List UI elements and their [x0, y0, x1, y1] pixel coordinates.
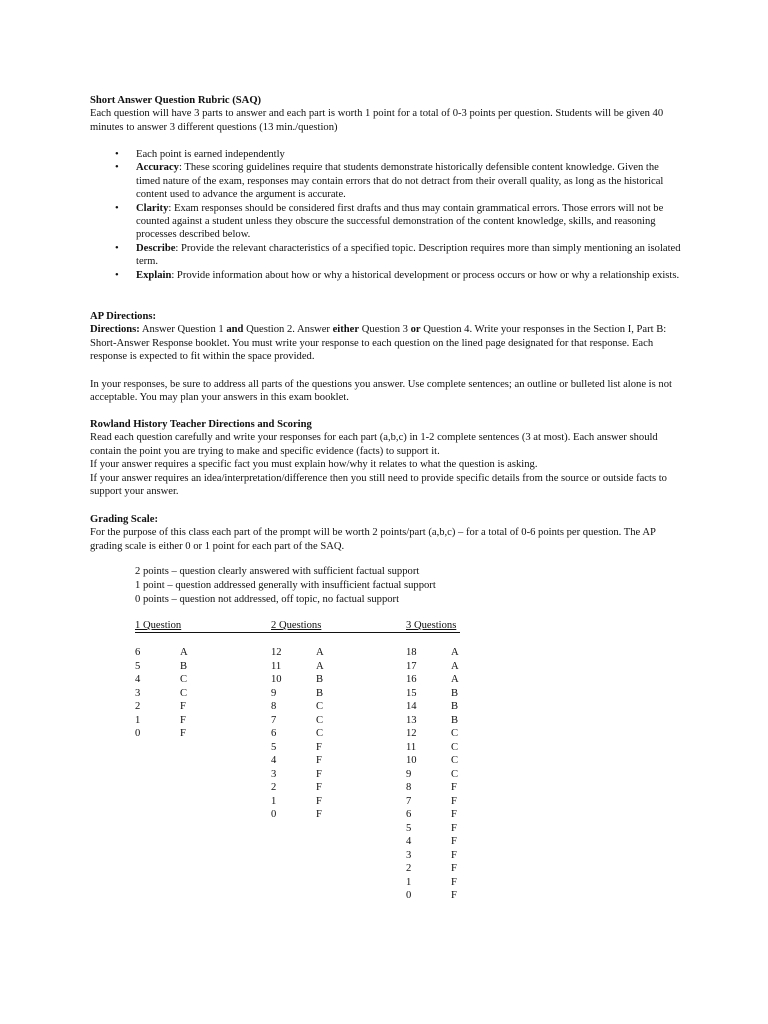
letter-grade: B — [451, 714, 459, 726]
points-value: 2 — [271, 782, 277, 793]
points-value: 0 — [406, 890, 412, 901]
letter-grade: F — [316, 755, 322, 766]
letter-grade: C — [451, 728, 459, 739]
letter-grade: C — [316, 728, 324, 739]
letter-grade: C — [451, 755, 459, 766]
bullet-item: • Explain: Provide information about how or why a historical development or process occurs or how or why a relationship exists. — [115, 269, 680, 281]
letter-grade: F — [180, 714, 186, 726]
bullet-item: • Accuracy: These scoring guidelines require that students demonstrate historically defensible content knowledge. Given the timed nature of the exam, responses may contain errors that do not detract from their overall quality, as long as the historical content used to advance the argument is accurate. — [115, 162, 664, 201]
points-value: 1 — [135, 714, 141, 726]
points-value: 13 — [406, 714, 417, 726]
column-heading-rule — [135, 632, 460, 633]
letter-grade: C — [316, 701, 324, 712]
letter-grade: F — [451, 836, 457, 847]
rowland-line-1: Read each question carefully and write your responses for each part (a,b,c) in 1-2 complete sentences (3 at most). Each answer should contain the point you are trying to make and specific evidence (facts) to support it. — [90, 432, 658, 457]
points-value: 2 — [135, 701, 141, 712]
points-value: 2 — [406, 863, 412, 874]
bullet-icon: • — [115, 149, 119, 160]
letter-grade: A — [451, 660, 459, 672]
scale-line-2-points: 2 points – question clearly answered with sufficient factual support — [135, 566, 420, 577]
points-value: 4 — [135, 674, 141, 685]
points-value: 7 — [406, 795, 412, 807]
bullet-icon: • — [115, 202, 119, 214]
letter-grade: F — [316, 809, 322, 820]
letter-grade: C — [451, 768, 459, 780]
column-heading-3-questions: 3 Questions — [406, 620, 457, 631]
bullet-icon: • — [115, 269, 119, 281]
rowland-title: Rowland History Teacher Directions and Scoring — [90, 419, 312, 430]
points-value: 4 — [271, 755, 277, 766]
letter-grade: F — [180, 728, 186, 739]
saq-bullet-list — [90, 148, 685, 282]
bullet-icon: • — [115, 162, 119, 174]
points-value: 11 — [406, 741, 417, 753]
letter-grade: F — [451, 822, 457, 834]
letter-grade: B — [316, 687, 324, 699]
letter-grade: C — [451, 741, 459, 753]
points-value: 5 — [406, 822, 412, 834]
letter-grade: F — [316, 768, 322, 780]
points-value: 4 — [406, 836, 412, 847]
grading-section — [90, 513, 685, 553]
points-value: 8 — [406, 782, 412, 793]
letter-grade: F — [316, 795, 322, 807]
points-value: 5 — [135, 660, 141, 672]
bullet-item: • Describe: Provide the relevant characteristics of a specified topic. Description requires more than simply mentioning an isolated term. — [115, 242, 681, 268]
points-value: 10 — [406, 755, 417, 766]
letter-grade: C — [180, 674, 188, 685]
points-value: 16 — [406, 674, 417, 685]
scale-line-0-points: 0 points – question not addressed, off topic, no factual support — [135, 594, 400, 605]
letter-grade: F — [451, 863, 457, 874]
letter-grade: A — [451, 647, 459, 658]
points-value: 17 — [406, 660, 417, 672]
letter-grade: B — [451, 701, 459, 712]
scale-line-1-point: 1 point – question addressed generally with insufficient factual support — [135, 580, 436, 591]
points-value: 12 — [406, 728, 417, 739]
letter-grade: F — [451, 782, 457, 793]
points-value: 6 — [406, 809, 412, 820]
bullet-item: • Each point is earned independently — [115, 149, 285, 160]
points-value: 11 — [271, 660, 282, 672]
ap-directions: Directions: Answer Question 1 and Question 2. Answer either Question 3 or Question 4. Write your responses in the Section I, Part B: Short-Answer Response booklet. You must write your response to each question on the lined page designated for that response. Each response is expected to fit within the space provided. — [90, 324, 667, 363]
letter-grade: F — [451, 809, 457, 820]
column-heading-1-question: 1 Question — [135, 620, 182, 631]
letter-grade: F — [451, 849, 457, 861]
rowland-line-2: If your answer requires a specific fact you must explain how/why it relates to what the question is asking. — [90, 459, 538, 471]
ap-paragraph-2: In your responses, be sure to address all parts of the questions you answer. Use complete sentences; an outline or bulleted list alone is not acceptable. You may plan your answers in this exam booklet. — [90, 379, 672, 404]
ap-title: AP Directions: — [90, 311, 157, 322]
letter-grade: B — [180, 660, 188, 672]
points-value: 9 — [271, 687, 277, 699]
points-value: 15 — [406, 687, 417, 699]
points-value: 8 — [271, 701, 277, 712]
letter-grade: F — [316, 741, 322, 753]
points-value: 3 — [406, 849, 412, 861]
letter-grade: F — [451, 890, 457, 901]
points-value: 0 — [271, 809, 277, 820]
points-value: 7 — [271, 714, 277, 726]
saq-section — [90, 94, 685, 134]
bullet-term: Clarity — [136, 202, 169, 214]
letter-grade: A — [451, 674, 459, 685]
letter-grade: A — [180, 647, 188, 658]
letter-grade: F — [180, 701, 186, 712]
letter-grade: F — [451, 795, 457, 807]
letter-grade: C — [180, 687, 188, 699]
grading-title: Grading Scale: — [90, 514, 158, 525]
grading-text: For the purpose of this class each part of the prompt will be worth 2 points/part (a,b,c) – for a total of 0-6 points per question. The AP grading scale is either 0 or 1 point for each part of the SAQ. — [90, 527, 656, 552]
points-value: 3 — [271, 768, 277, 780]
points-value: 6 — [271, 728, 277, 739]
bullet-term: Accuracy — [136, 162, 179, 174]
rowland-line-3: If your answer requires an idea/interpretation/difference then you still need to provide specific details from the source or outside facts to support your answer. — [90, 472, 667, 498]
saq-intro: Each question will have 3 parts to answer and each part is worth 1 point for a total of 0-3 points per question. Students will be given 40 minutes to answer 3 different questions (13 min./question) — [90, 108, 664, 133]
bullet-item: • Clarity: Exam responses should be considered first drafts and thus may contain grammatical errors. Those errors will not be counted against a student unless they obscure the successful demonstration of the content knowledge, skills, and reasoning processes described below. — [115, 202, 664, 241]
letter-grade: A — [316, 660, 324, 672]
saq-title: Short Answer Question Rubric (SAQ) — [90, 95, 262, 106]
column-heading-2-questions: 2 Questions — [271, 620, 322, 631]
points-value: 6 — [135, 647, 141, 658]
bullet-icon: • — [115, 242, 119, 254]
rowland-section — [90, 418, 685, 498]
points-value: 18 — [406, 647, 417, 658]
points-value: 10 — [271, 674, 282, 685]
points-value: 1 — [406, 876, 412, 888]
points-value: 14 — [406, 701, 417, 712]
bullet-term: Describe — [136, 242, 176, 254]
points-value: 12 — [271, 647, 282, 658]
letter-grade: B — [316, 674, 324, 685]
bullet-term: Explain — [136, 269, 172, 281]
letter-grade: B — [451, 687, 459, 699]
letter-grade: F — [316, 782, 322, 793]
letter-grade: A — [316, 647, 324, 658]
letter-grade: C — [316, 714, 324, 726]
points-value: 9 — [406, 768, 412, 780]
ap-section — [90, 310, 685, 364]
points-value: 1 — [271, 795, 277, 807]
letter-grade: F — [451, 876, 457, 888]
points-value: 0 — [135, 728, 141, 739]
points-value: 5 — [271, 741, 277, 753]
points-value: 3 — [135, 687, 141, 699]
